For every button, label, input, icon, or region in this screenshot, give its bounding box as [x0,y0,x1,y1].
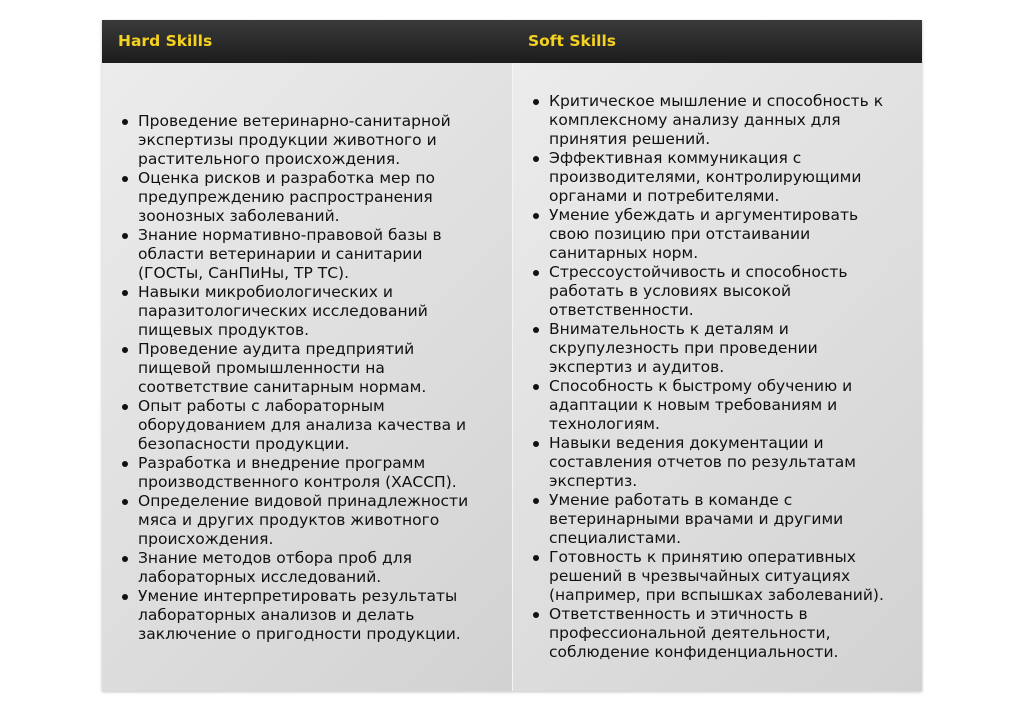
hard-skills-list [118,112,492,644]
list-item: Разработка и внедрение программ производственного контроля (ХАССП). [138,454,492,492]
list-item: Внимательность к деталям и скрупулезность при проведении экспертиз и аудитов. [549,320,902,377]
list-item: Ответственность и этичность в профессиональной деятельности, соблюдение конфиденциальности. [549,605,902,662]
soft-skills-column [512,63,922,691]
list-item: Навыки ведения документации и составления отчетов по результатам экспертиз. [549,434,902,491]
skills-table [102,20,922,691]
list-item: Способность к быстрому обучению и адаптации к новым требованиям и технологиям. [549,377,902,434]
list-item: Умение интерпретировать результаты лабораторных анализов и делать заключение о пригодности продукции. [138,587,492,644]
list-item: Знание методов отбора проб для лабораторных исследований. [138,549,492,587]
list-item: Определение видовой принадлежности мяса и других продуктов животного происхождения. [138,492,492,549]
list-item: Умение убеждать и аргументировать свою позицию при отстаивании санитарных норм. [549,206,902,263]
hard-skills-heading: Hard Skills [118,32,213,50]
list-item: Оценка рисков и разработка мер по предупреждению распространения зоонозных заболеваний. [138,169,492,226]
table-body [102,63,922,691]
hard-skills-column [102,63,512,691]
list-item: Стрессоустойчивость и способность работать в условиях высокой ответственности. [549,263,902,320]
list-item: Умение работать в команде с ветеринарными врачами и другими специалистами. [549,491,902,548]
list-item: Готовность к принятию оперативных решений в чрезвычайных ситуациях (например, при вспышках заболеваний). [549,548,902,605]
table-header [102,20,922,63]
list-item: Эффективная коммуникация с производителями, контролирующими органами и потребителями. [549,149,902,206]
list-item: Критическое мышление и способность к комплексному анализу данных для принятия решений. [549,92,902,149]
list-item: Проведение аудита предприятий пищевой промышленности на соответствие санитарным нормам. [138,340,492,397]
list-item: Навыки микробиологических и паразитологических исследований пищевых продуктов. [138,283,492,340]
list-item: Проведение ветеринарно-санитарной экспертизы продукции животного и растительного происхождения. [138,112,492,169]
list-item: Знание нормативно-правовой базы в области ветеринарии и санитарии (ГОСТы, СанПиНы, ТР ТС). [138,226,492,283]
list-item: Опыт работы с лабораторным оборудованием для анализа качества и безопасности продукции. [138,397,492,454]
soft-skills-list [529,92,902,662]
soft-skills-heading: Soft Skills [528,32,616,50]
